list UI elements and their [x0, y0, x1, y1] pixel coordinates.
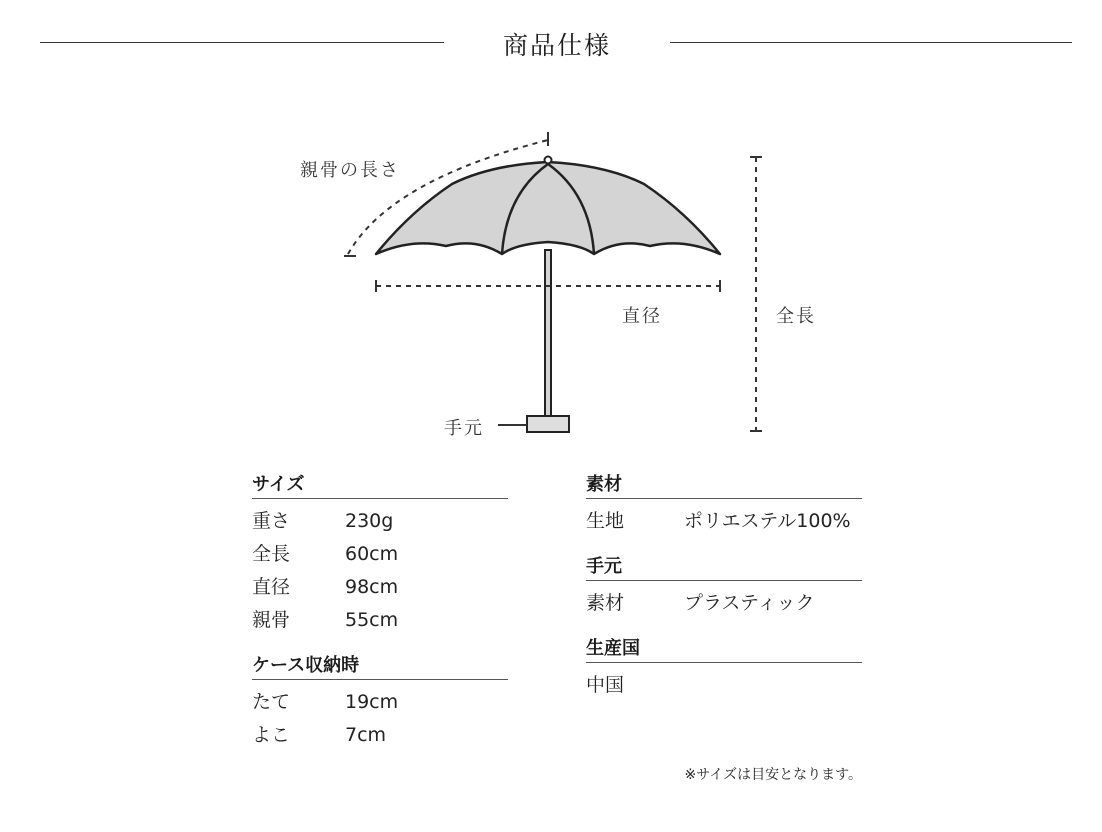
spec-group-material — [586, 468, 862, 538]
spec-heading: ケース収納時 — [252, 649, 508, 680]
spec-row — [586, 587, 862, 620]
spec-heading: 素材 — [586, 468, 862, 499]
spec-label: 中国 — [586, 674, 625, 696]
spec-row — [586, 669, 862, 702]
spec-label: 全長 — [252, 543, 291, 565]
spec-group-handle — [586, 550, 862, 620]
label-rib-length: 親骨の長さ — [300, 160, 400, 181]
spec-row — [252, 538, 508, 571]
spec-label: 直径 — [252, 576, 291, 598]
umbrella-shaft — [545, 250, 551, 418]
spec-row — [252, 604, 508, 637]
spec-label: 親骨 — [252, 609, 291, 631]
spec-label: たて — [252, 691, 291, 713]
spec-value: 98cm — [345, 576, 399, 598]
spec-row — [586, 505, 862, 538]
spec-group-case — [252, 649, 508, 752]
umbrella-diagram — [280, 120, 840, 450]
spec-column-left — [252, 468, 508, 764]
spec-group-size — [252, 468, 508, 637]
spec-heading: 生産国 — [586, 632, 862, 663]
umbrella-handle — [527, 416, 569, 432]
label-diameter: 直径 — [622, 306, 662, 327]
spec-value: 19cm — [345, 691, 399, 713]
spec-column-right — [586, 468, 862, 714]
spec-heading: 手元 — [586, 550, 862, 581]
label-handle: 手元 — [444, 418, 484, 439]
umbrella-canopy — [376, 162, 720, 254]
spec-value: 230g — [345, 510, 394, 532]
title-rule-right — [670, 42, 1072, 43]
section-title: 商品仕様 — [502, 31, 611, 60]
spec-value: ポリエステル100% — [684, 510, 851, 532]
spec-group-origin — [586, 632, 862, 702]
spec-value: プラスティック — [684, 592, 815, 614]
size-note: ※サイズは目安となります。 — [684, 767, 862, 783]
title-rule-left — [40, 42, 444, 43]
spec-row — [252, 571, 508, 604]
spec-label: 生地 — [586, 510, 625, 532]
spec-value: 60cm — [345, 543, 399, 565]
spec-value: 7cm — [345, 724, 387, 746]
spec-label: 素材 — [586, 592, 625, 614]
umbrella-tip — [545, 157, 552, 164]
section-title-bar — [0, 20, 1102, 66]
spec-heading: サイズ — [252, 468, 508, 499]
spec-value: 55cm — [345, 609, 399, 631]
spec-row — [252, 719, 508, 752]
label-total-length: 全長 — [776, 306, 816, 327]
spec-row — [252, 505, 508, 538]
spec-label: 重さ — [252, 510, 291, 532]
spec-row — [252, 686, 508, 719]
spec-label: よこ — [252, 724, 291, 746]
